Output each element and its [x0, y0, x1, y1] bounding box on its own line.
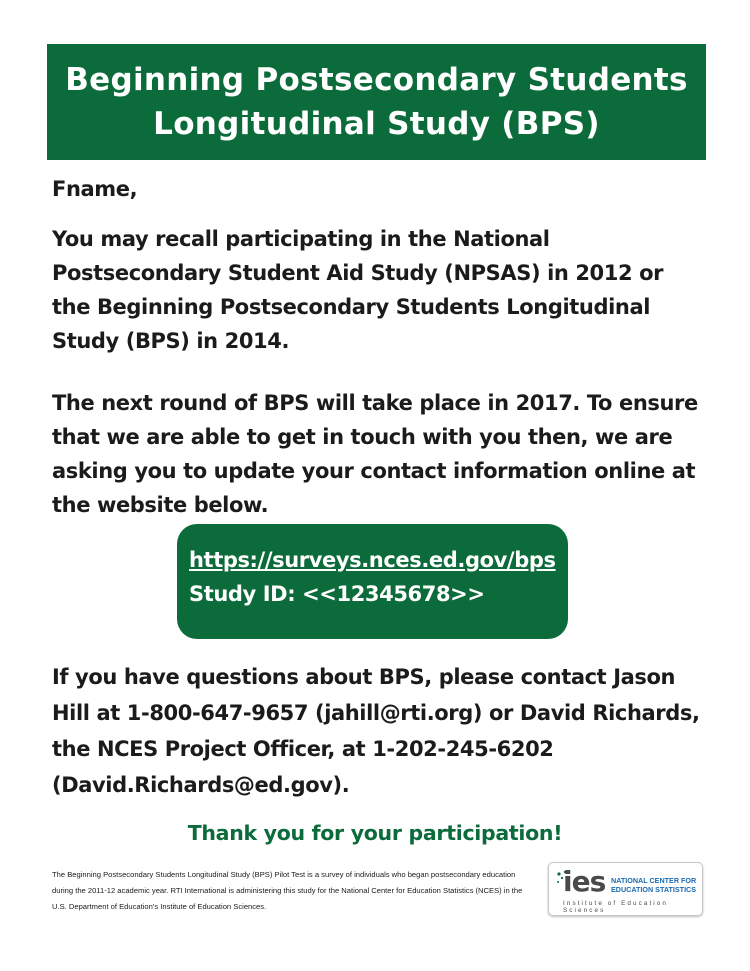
survey-link-box [177, 524, 568, 639]
ies-subtitle: Institute of Education Sciences [563, 900, 669, 914]
title-line-1: Beginning Postsecondary Students [65, 62, 688, 98]
ies-logo [548, 862, 703, 916]
ies-mark: ies [563, 865, 606, 898]
thank-you-text: Thank you for your participation! [187, 821, 563, 845]
nces-line-2: EDUCATION STATISTICS [611, 885, 697, 894]
header-banner [47, 44, 706, 160]
survey-url-link[interactable]: https://surveys.nces.ed.gov/bps [189, 548, 556, 572]
nces-name [611, 876, 696, 894]
nces-line-1: NATIONAL CENTER FOR [611, 876, 697, 885]
study-id: Study ID: <<12345678>> [189, 582, 485, 606]
footnote: The Beginning Postsecondary Students Longitudinal Study (BPS) Pilot Test is a survey of individuals who began postsecondary education during the 2011-12 academic year. RTI International is administering this study for the National Center for Education Statistics (NCES) in the U.S. Department of Education's Institute of Education Sciences. [52, 870, 523, 911]
paragraph-next-round: The next round of BPS will take place in 2017. To ensure that we are able to get in touch with you then, we are asking you to update your contact information online at the website below. [52, 391, 698, 517]
paragraph-recall: You may recall participating in the National Postsecondary Student Aid Study (NPSAS) in 2012 or the Beginning Postsecondary Students Longitudinal Study (BPS) in 2014. [52, 227, 664, 353]
paragraph-contact: If you have questions about BPS, please contact Jason Hill at 1-800-647-9657 (jahill@rti.org) or David Richards, the NCES Project Officer, at 1-202-245-6202 (David.Richards@ed.gov). [52, 665, 700, 797]
greeting: Fname, [52, 177, 138, 201]
title-line-2: Longitudinal Study (BPS) [153, 106, 600, 142]
